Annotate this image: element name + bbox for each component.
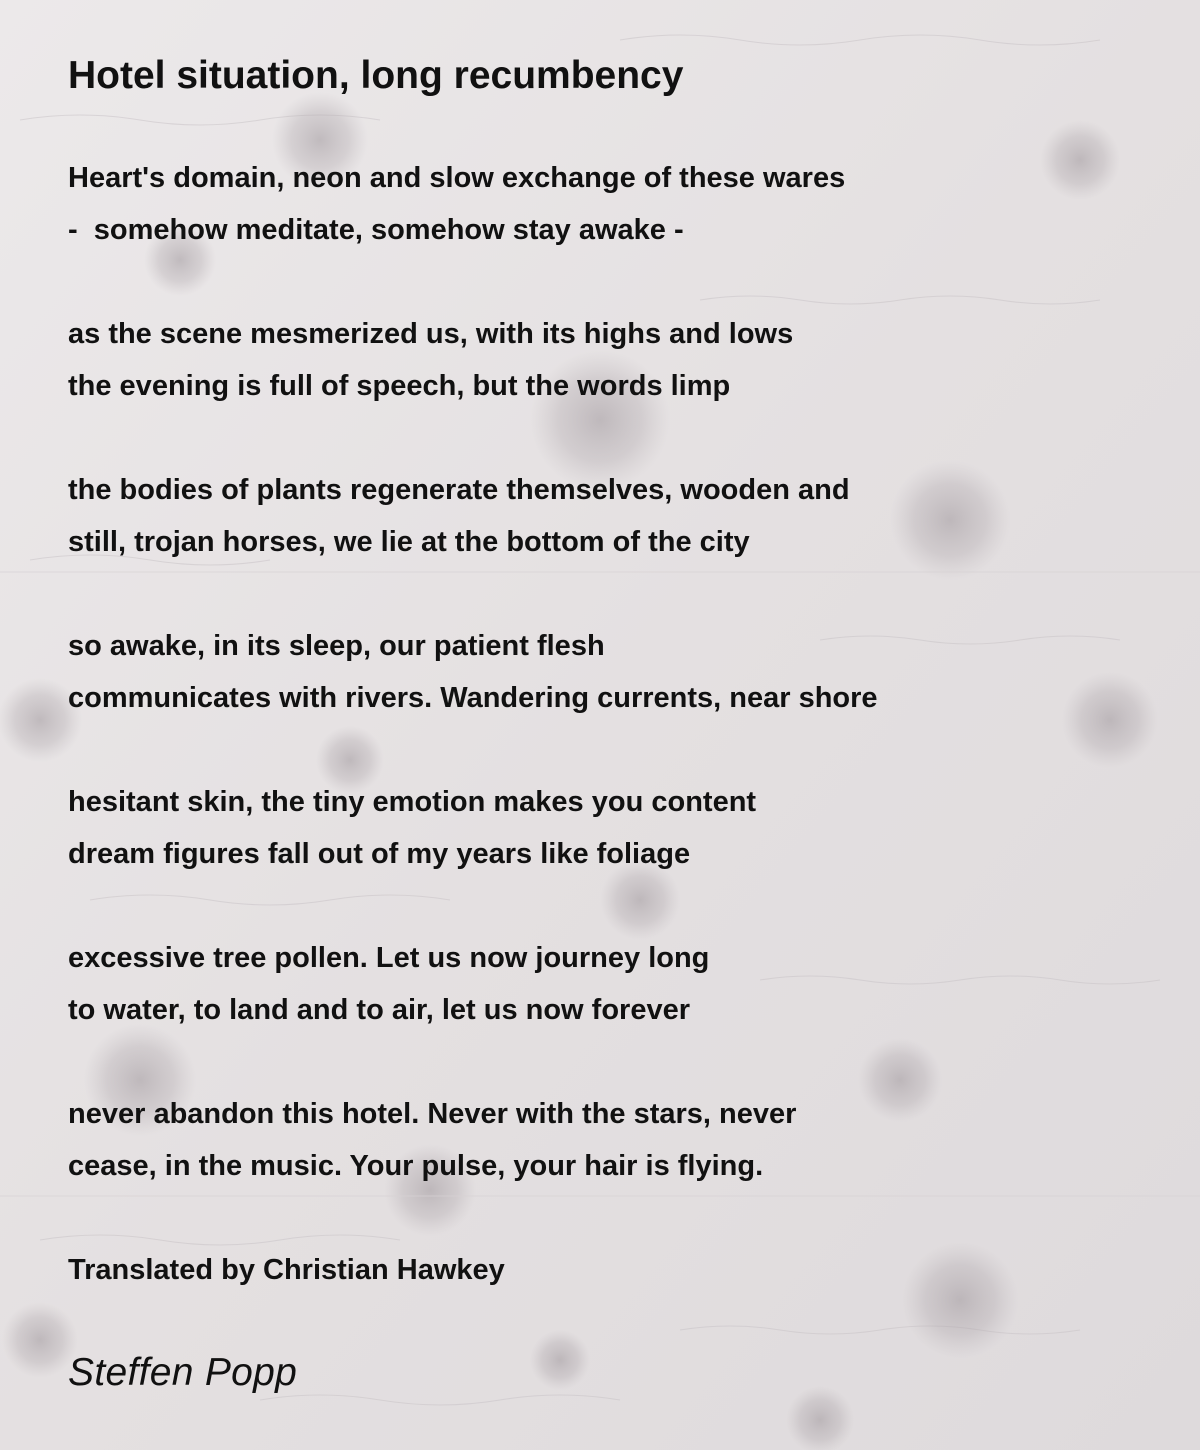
stanza [68, 620, 1128, 724]
stanza [68, 1088, 1128, 1192]
stanza [68, 152, 1128, 256]
stanza [68, 776, 1128, 880]
stanza [68, 464, 1128, 568]
poem-line: the evening is full of speech, but the words limp [68, 370, 731, 402]
poem-line: excessive tree pollen. Let us now journey long [68, 942, 710, 974]
poem-line: - somehow meditate, somehow stay awake - [68, 214, 684, 246]
poem-container [68, 52, 1128, 1398]
poem-line: so awake, in its sleep, our patient flesh [68, 630, 605, 662]
poem-line: never abandon this hotel. Never with the stars, never [68, 1098, 797, 1130]
poem-line: to water, to land and to air, let us now forever [68, 994, 690, 1026]
stanza [68, 308, 1128, 412]
poem-line: the bodies of plants regenerate themselves, wooden and [68, 474, 850, 506]
author-name: Steffen Popp [68, 1351, 298, 1394]
poem-line: Heart's domain, neon and slow exchange of these wares [68, 162, 846, 194]
poem-line: still, trojan horses, we lie at the bottom of the city [68, 526, 750, 558]
poem-line: hesitant skin, the tiny emotion makes you content [68, 786, 757, 818]
poem-line: communicates with rivers. Wandering currents, near shore [68, 682, 878, 714]
poem-line: cease, in the music. Your pulse, your hair is flying. [68, 1150, 764, 1182]
translator-credit: Translated by Christian Hawkey [68, 1254, 505, 1286]
poem-line: dream figures fall out of my years like foliage [68, 838, 691, 870]
poem-title: Hotel situation, long recumbency [68, 54, 684, 97]
poem-body [68, 152, 1128, 1398]
stanza [68, 932, 1128, 1036]
poem-line: as the scene mesmerized us, with its highs and lows [68, 318, 794, 350]
